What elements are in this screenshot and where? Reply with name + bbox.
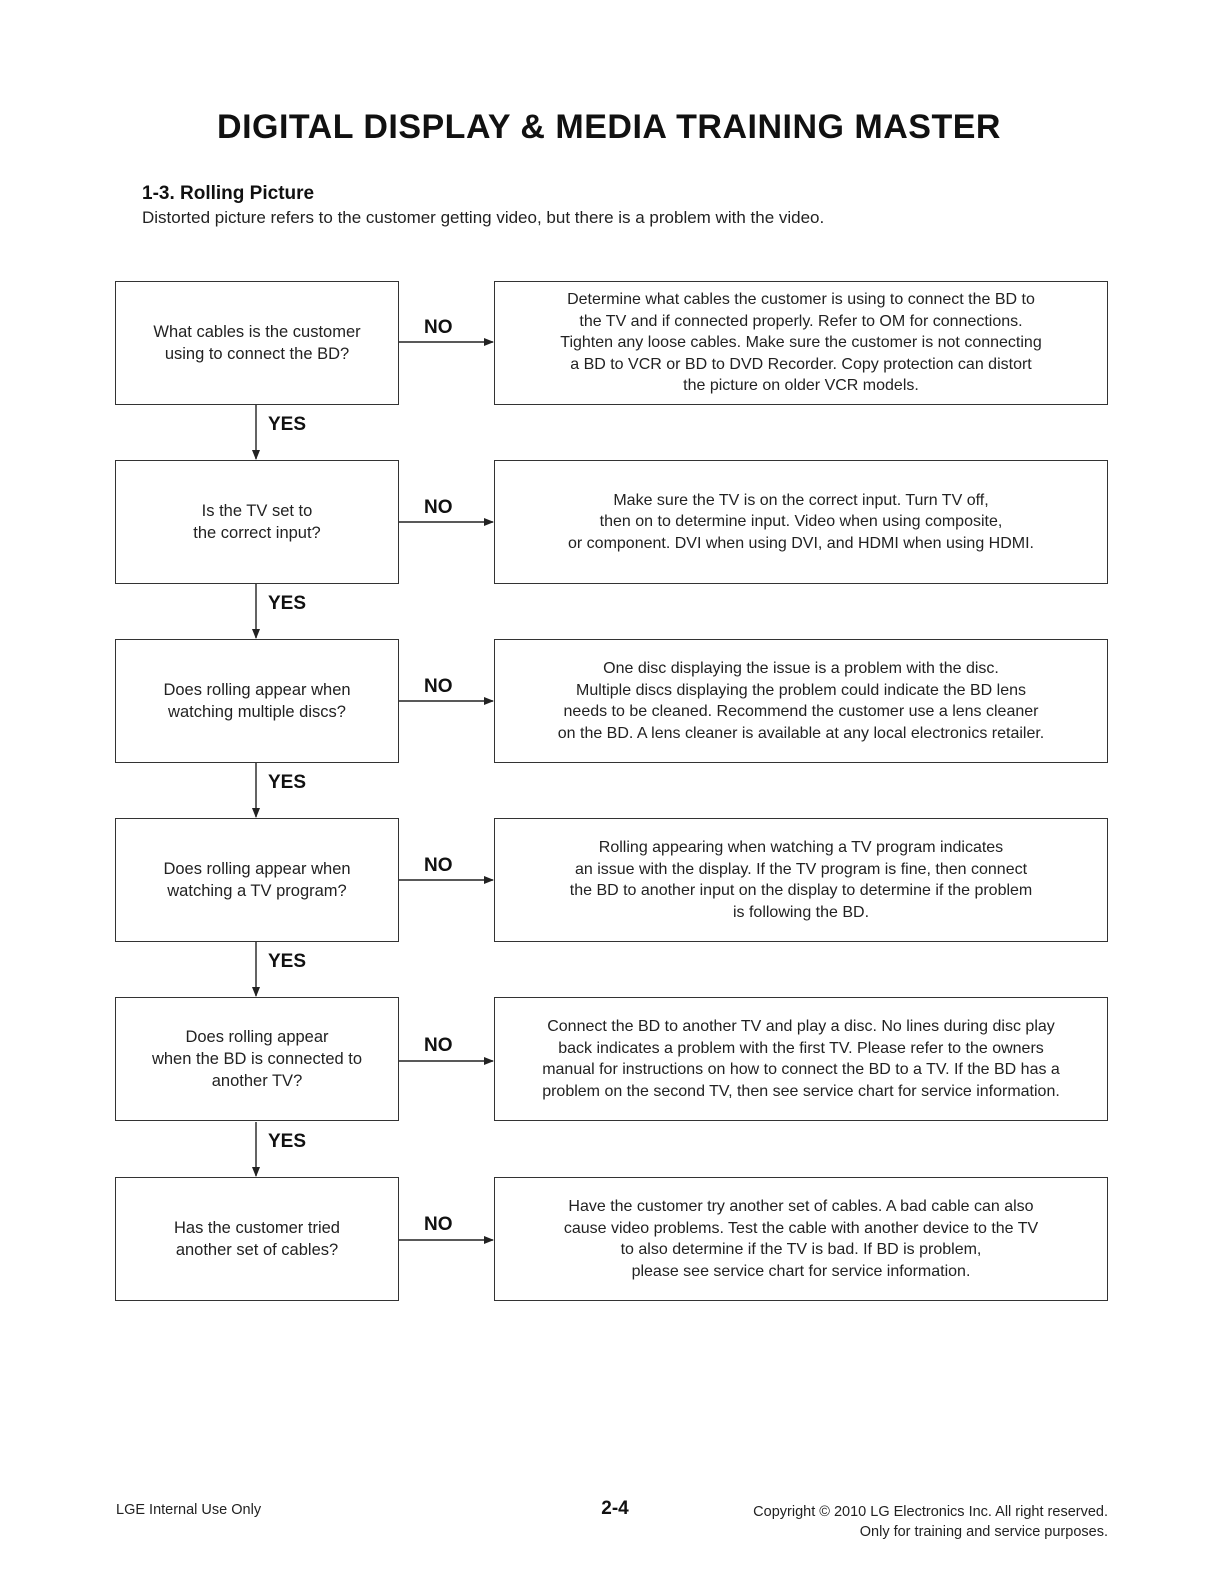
- yes-label-1: YES: [268, 414, 307, 435]
- no-label-5: NO: [424, 1035, 453, 1056]
- footer-copyright: Copyright © 2010 LG Electronics Inc. All right reserved.: [753, 1504, 1108, 1520]
- no-label-4: NO: [424, 855, 453, 876]
- no-label-3: NO: [424, 676, 453, 697]
- yes-label-5: YES: [268, 1131, 307, 1152]
- no-label-6: NO: [424, 1214, 453, 1235]
- action-box-5: Connect the BD to another TV and play a disc. No lines during disc play back indicates a problem with the first TV. Please refer to the owners manual for instructions on how to connect the BD to a TV. If the BD has a problem on the second TV, then see service chart for service information.: [494, 997, 1108, 1121]
- yes-label-2: YES: [268, 593, 307, 614]
- question-box-2: Is the TV set to the correct input?: [115, 460, 399, 584]
- action-box-6: Have the customer try another set of cables. A bad cable can also cause video problems. Test the cable with another device to the TV to also determine if the TV is bad. If BD is problem, please see service chart for service information.: [494, 1177, 1108, 1301]
- action-box-1: Determine what cables the customer is using to connect the BD to the TV and if connected properly. Refer to OM for connections. Tighten any loose cables. Make sure the customer is not connecting a BD to VCR or BD to DVD Recorder. Copy protection can distort the picture on older VCR models.: [494, 281, 1108, 405]
- question-box-6: Has the customer tried another set of cables?: [115, 1177, 399, 1301]
- question-box-4: Does rolling appear when watching a TV program?: [115, 818, 399, 942]
- footer-purpose: Only for training and service purposes.: [859, 1524, 1108, 1540]
- question-box-5: Does rolling appear when the BD is connected to another TV?: [115, 997, 399, 1121]
- section-description: Distorted picture refers to the customer getting video, but there is a problem with the video.: [142, 208, 825, 227]
- yes-label-4: YES: [268, 951, 307, 972]
- yes-label-3: YES: [268, 772, 307, 793]
- question-box-1: What cables is the customer using to connect the BD?: [115, 281, 399, 405]
- footer-copyright-block: [753, 1502, 1108, 1542]
- footer-internal-use: LGE Internal Use Only: [116, 1502, 262, 1518]
- no-label-1: NO: [424, 317, 453, 338]
- action-box-2: Make sure the TV is on the correct input. Turn TV off, then on to determine input. Video when using composite, or component. DVI when using DVI, and HDMI when using HDMI.: [494, 460, 1108, 584]
- action-box-4: Rolling appearing when watching a TV program indicates an issue with the display. If the TV program is fine, then connect the BD to another input on the display to determine if the problem is following the BD.: [494, 818, 1108, 942]
- action-box-3: One disc displaying the issue is a problem with the disc. Multiple discs displaying the problem could indicate the BD lens needs to be cleaned. Recommend the customer use a lens cleaner on the BD. A lens cleaner is available at any local electronics retailer.: [494, 639, 1108, 763]
- page-number: 2-4: [601, 1498, 629, 1519]
- question-box-3: Does rolling appear when watching multiple discs?: [115, 639, 399, 763]
- page-title: DIGITAL DISPLAY & MEDIA TRAINING MASTER: [217, 108, 1001, 146]
- no-label-2: NO: [424, 497, 453, 518]
- section-title: 1-3. Rolling Picture: [142, 183, 315, 204]
